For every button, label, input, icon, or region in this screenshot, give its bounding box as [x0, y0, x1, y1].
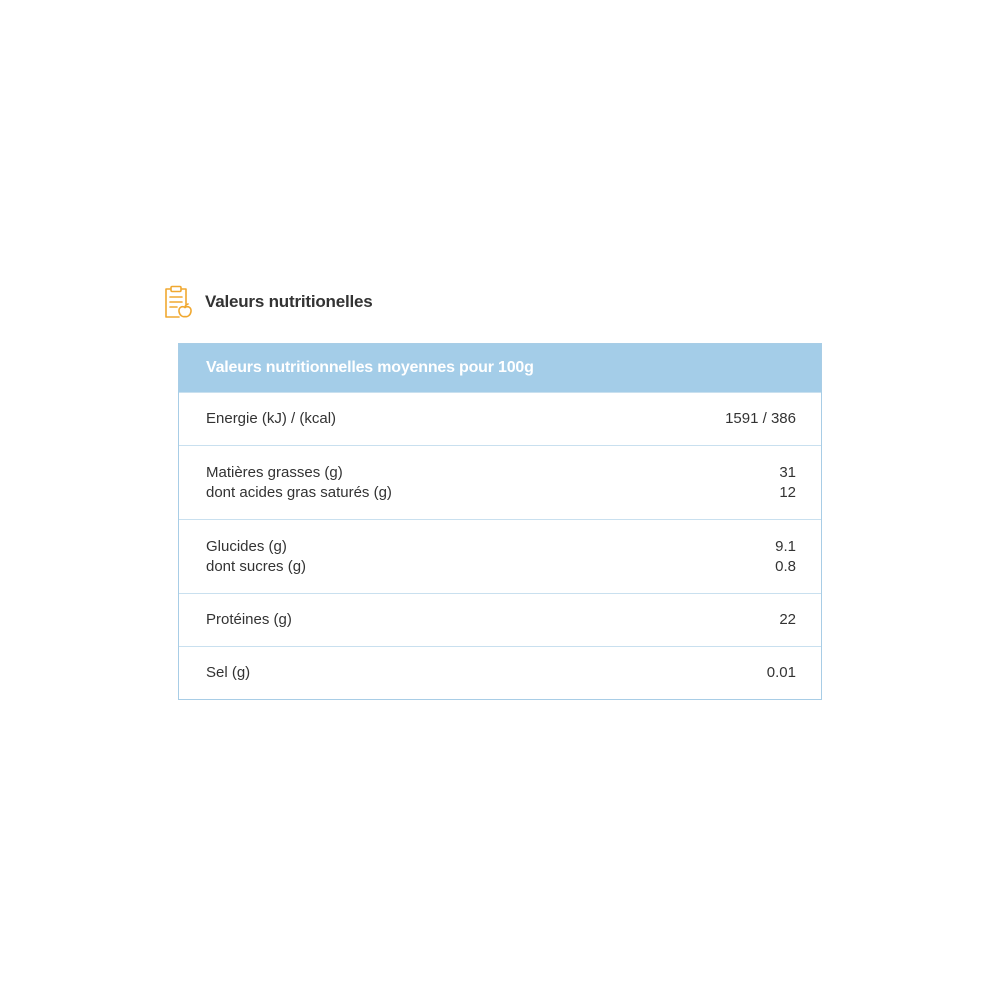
row-label: Sel (g) — [206, 664, 251, 681]
row-sub-label: dont acides gras saturés (g) — [206, 483, 392, 501]
row-label: Glucides (g) — [206, 537, 287, 555]
row-label: Energie (kJ) / (kcal) — [206, 410, 337, 427]
row-value: 0.01 — [766, 664, 796, 681]
table-row-proteines — [179, 593, 821, 646]
section-header — [162, 284, 373, 320]
clipboard-apple-icon — [162, 285, 194, 319]
table-row-sel — [179, 646, 821, 699]
row-sub-label: dont sucres (g) — [206, 557, 307, 575]
row-sub-value: 0.8 — [775, 557, 796, 575]
nutrition-table — [178, 343, 822, 700]
row-value: 1591 / 386 — [725, 410, 796, 427]
table-header — [179, 344, 821, 392]
row-sub-value: 12 — [779, 483, 796, 501]
table-row-glucides — [179, 519, 821, 593]
table-row-energie — [179, 392, 821, 445]
row-label: Protéines (g) — [206, 611, 292, 628]
section-title: Valeurs nutritionelles — [205, 292, 373, 311]
table-header-label: Valeurs nutritionnelles moyennes pour 100g — [206, 359, 534, 376]
row-value: 31 — [779, 463, 796, 481]
row-label: Matières grasses (g) — [206, 463, 343, 481]
row-value: 22 — [779, 611, 796, 628]
table-row-matieres-grasses — [179, 445, 821, 519]
row-value: 9.1 — [775, 537, 796, 555]
